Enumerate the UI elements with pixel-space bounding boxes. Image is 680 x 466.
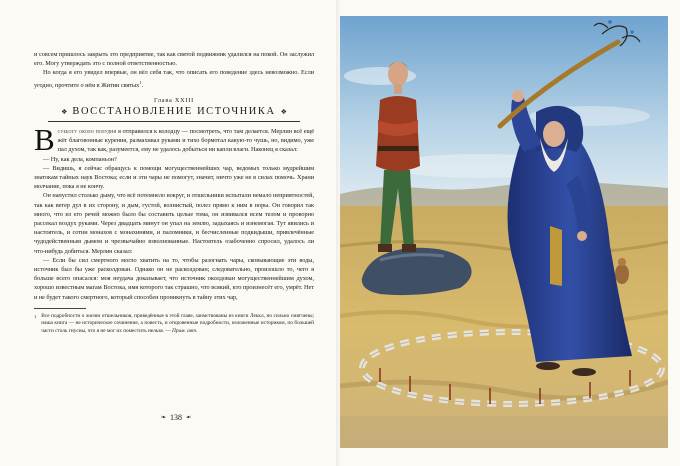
- first-paragraph-text: я отправился к колодцу — посмотреть, что там делается. Мерлин всё ещё жёг благовонные курения, размахивал руками и тихо бормотал какую-то чушь, но, видимо, уже пал духом, так как, разумеется, ему не удалось добыться ни капли влаги. Наконец я сказал:: [57, 127, 315, 154]
- footnote-mark: 1: [34, 313, 37, 319]
- page-ornament-right-icon: ❧: [186, 415, 192, 421]
- page-ornament-left-icon: ❧: [160, 415, 166, 421]
- first-paragraph: [34, 121, 315, 157]
- footnote-reference[interactable]: 1: [139, 79, 142, 85]
- illustration-art: [340, 16, 668, 448]
- body-paragraph-2: — Если бы сил смертного могло хватить на то, чтобы разогнать чары, сковывающие эти воды, источник был бы уже расколдован. Однако он не расколдован; следовательно, произошло то, чего я больше всего опасался: моя неудача доказывает, что источник околдован могущественнейшим духом, хорошо известным магам Востока, имя которого так страшно, что всякий, кто произнесёт его, умрёт. Нет и не будет такого смертного, который способен проникнуть в тайну этих чар,: [34, 256, 314, 301]
- lead-in: субботу около полудня: [57, 127, 117, 135]
- page-number: 138: [170, 413, 182, 422]
- ornament-right-icon: ❖: [280, 107, 287, 116]
- text-column: [34, 50, 314, 336]
- chapter-heading: [34, 96, 314, 122]
- chapter-rule: [48, 121, 300, 122]
- chapter-title-row: [34, 106, 314, 118]
- chapter-title: ВОССТАНОВЛЕНИЕ ИСТОЧНИКА: [72, 105, 276, 117]
- ornament-left-icon: ❖: [61, 107, 68, 116]
- dialogue-line-2: — Видишь, я сейчас обращусь к помощи могущественнейших чар, ведомых только мудрейшим знатокам тайных наук Востока; если и эти чары не помогут, значит, ничто уже не в силах помочь. Храни молчание, пока я не кончу.: [34, 164, 314, 191]
- footnote-text: Все подробности о жизни отшельников, приведённые в этой главе, заимствованы из книги Леккл, но сильно смягчены; наша книга — не историческое сочинение, а повесть, и откровенные подробности, изложенные историком, по большей части столь гнусны, что я не мог их поместить нельзя. — Прим. авт.: [41, 312, 314, 334]
- dialogue-line-1: — Ну, как дела, компаньон?: [43, 155, 117, 163]
- opening-paragraph-1: и совсем пришлось закрыть это предприятие, так как святой подвижник удалился на покой. Он заслужил его. Могу утверждать это с полной ответственностью.: [34, 51, 314, 68]
- opening-paragraph-2: Но когда я его увидел впервые, он вёл себя так, что описать его поведение здесь невозможно. Если угодно, прочтите о нём в Житии святых$^1$.: [34, 69, 314, 89]
- page-number-row: [136, 413, 216, 422]
- footnote: [34, 313, 314, 336]
- footnote-signature: Прим. авт.: [172, 327, 198, 334]
- footnote-rule: [34, 308, 86, 309]
- body-paragraph-1: Он напустил столько дыму, что всё потемнело вокруг, и отшельники испытали немало неприятностей, так как ветер дул в их сторону, и дым, густой, волнистый, полез прямо к ним в норы. Он говорил так много, что из его речей можно было бы составить целые тома, он извивался всем телом и проворно рассекал воздух руками. Через двадцать минут он упал на землю, задыхаясь и изнемогая. Тут явились и настоятель, и сотни монахов с монахинями, и паломники, и бесчисленные подкидыши, привлечённые чудодейственным дымом и чрезвычайно взволнованные. Настоятель озабоченно спросил, удалось ли что-нибудь добиться. Мерлин сказал:: [34, 192, 314, 255]
- chapter-number: Глава XXIII: [154, 96, 194, 104]
- drop-cap: В: [34, 121, 55, 157]
- illustration: [340, 16, 668, 448]
